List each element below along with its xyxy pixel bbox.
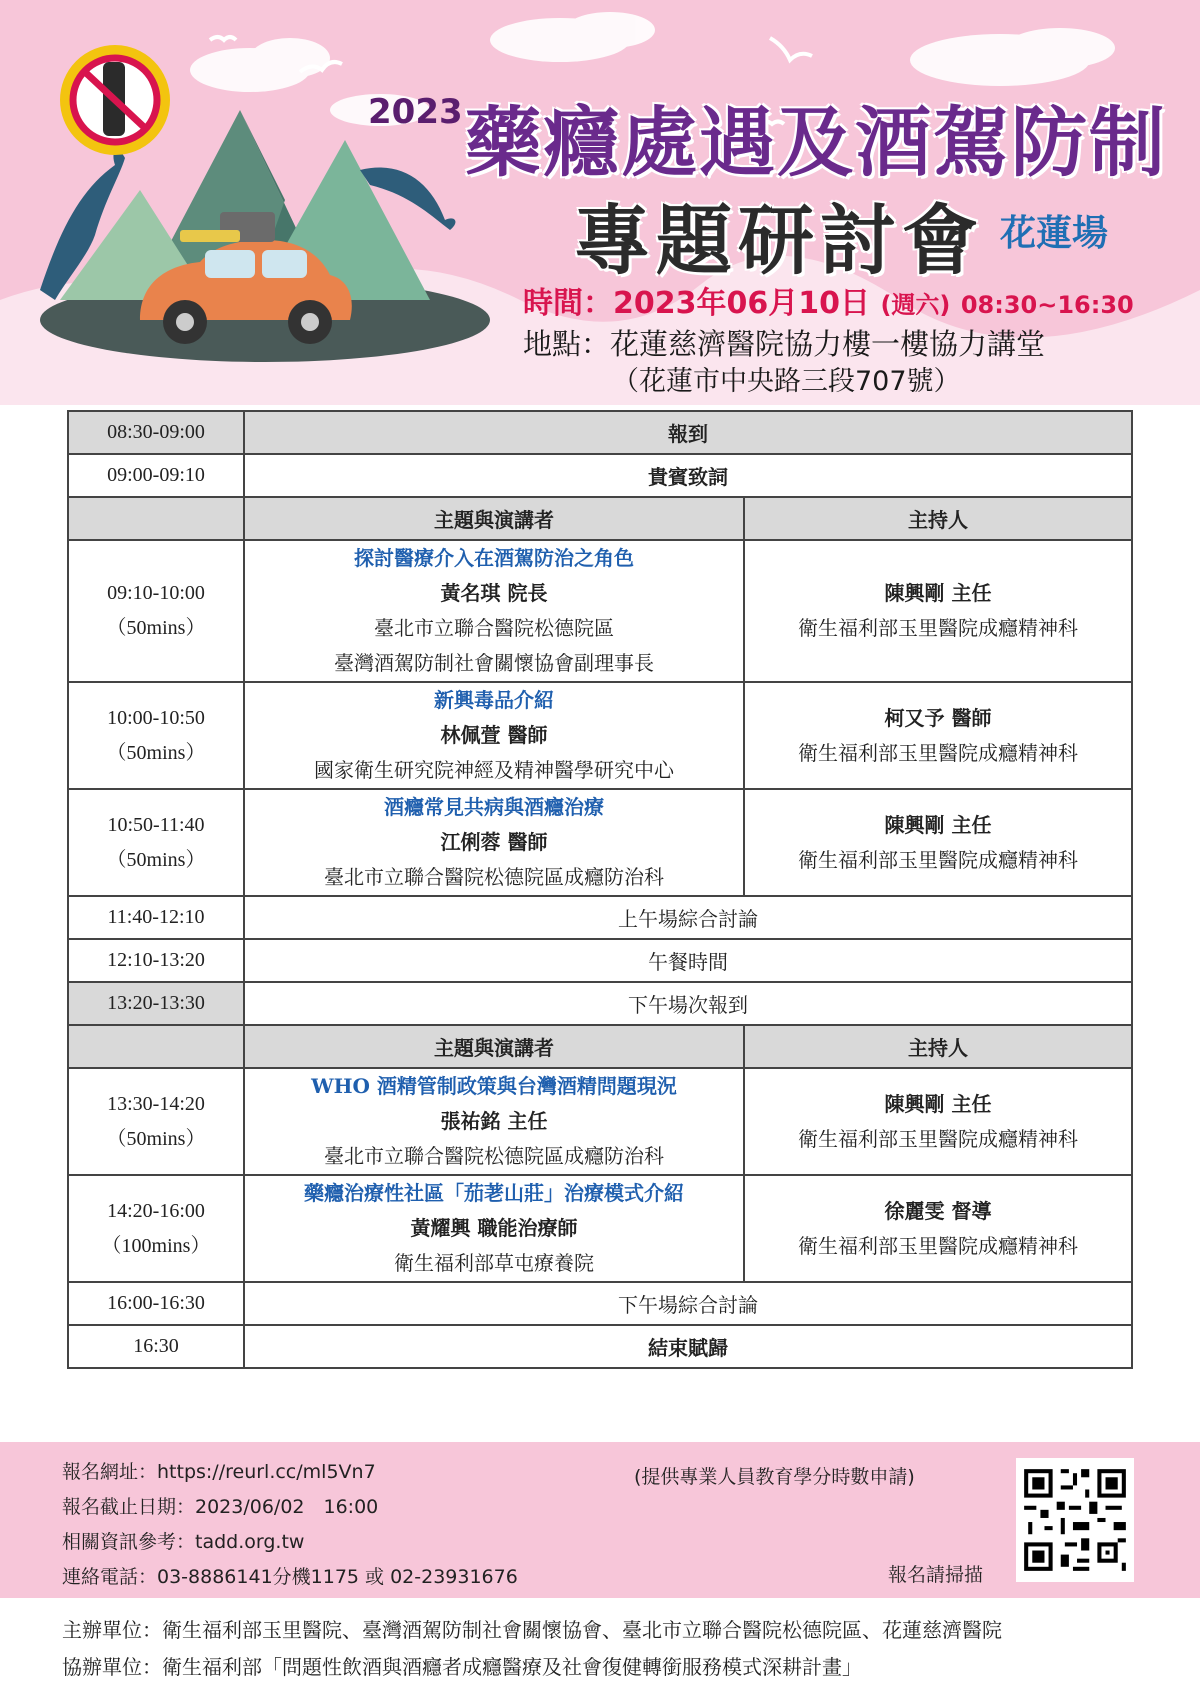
event-time-range: 08:30~16:30: [960, 291, 1134, 319]
session-speaker: 張祐銘 主任: [440, 1109, 548, 1133]
session-row: [68, 1175, 1132, 1282]
row-title: 下午場次報到: [244, 982, 1132, 1025]
session-topic-cell: [244, 789, 744, 896]
session-speaker: 林佩萱 醫師: [440, 723, 548, 747]
session-time: 10:00-10:50 （50mins）: [68, 682, 244, 789]
session-host-cell: [744, 789, 1132, 896]
column-header-host: 主持人: [744, 1025, 1132, 1068]
scan-label: 報名請掃描: [888, 1564, 984, 1586]
info-link[interactable]: 相關資訊參考：tadd.org.tw: [62, 1531, 305, 1553]
table-row: [68, 896, 1132, 939]
header-banner: [0, 0, 1200, 405]
table-row: [68, 1282, 1132, 1325]
row-time: 13:20-13:30: [68, 982, 244, 1025]
row-title: 結束賦歸: [244, 1325, 1132, 1368]
table-header-row: [68, 497, 1132, 540]
registration-deadline: 報名截止日期：2023/06/02 16:00: [62, 1496, 379, 1518]
venue-tag: 花蓮場: [1000, 213, 1109, 254]
session-topic-cell: [244, 540, 744, 682]
row-time: 09:00-09:10: [68, 454, 244, 497]
qr-code-graphic: [1016, 1458, 1134, 1582]
row-title: 午餐時間: [244, 939, 1132, 982]
session-host: 陳興剛 主任: [884, 1091, 992, 1116]
session-host-cell: [744, 682, 1132, 789]
schedule-table: [67, 410, 1133, 1369]
session-host-affiliation: 衛生福利部玉里醫院成癮精神科: [798, 1233, 1078, 1258]
row-time: 16:30: [68, 1325, 244, 1368]
event-year: 2023: [368, 92, 463, 132]
column-header-host: 主持人: [744, 497, 1132, 540]
column-header-topic: 主題與演講者: [244, 497, 744, 540]
session-topic: 藥癮治療性社區「茄荖山莊」治療模式介紹: [304, 1181, 684, 1205]
qr-code-icon[interactable]: [1016, 1458, 1134, 1582]
row-title: 下午場綜合討論: [244, 1282, 1132, 1325]
table-row: [68, 939, 1132, 982]
session-host: 陳興剛 主任: [884, 812, 992, 837]
session-time: 09:10-10:00 （50mins）: [68, 540, 244, 682]
session-time: 14:20-16:00 （100mins）: [68, 1175, 244, 1282]
session-topic: 酒癮常見共病與酒癮治療: [384, 795, 604, 819]
table-row: [68, 1325, 1132, 1368]
contact-phone: 連絡電話：03-8886141分機1175 或 02-23931676: [62, 1566, 518, 1588]
table-row: [68, 411, 1132, 454]
session-topic-cell: [244, 682, 744, 789]
session-host-cell: [744, 1068, 1132, 1175]
session-topic-cell: [244, 1068, 744, 1175]
session-affiliation: 臺北市立聯合醫院松德院區: [374, 616, 614, 640]
table-header-row: [68, 1025, 1132, 1068]
session-affiliation: 臺北市立聯合醫院松德院區成癮防治科: [324, 865, 664, 889]
session-affiliation: 臺北市立聯合醫院松德院區成癮防治科: [324, 1144, 664, 1168]
event-title-line1: 藥癮處遇及酒駕防制: [465, 98, 1167, 187]
session-topic-cell: [244, 1175, 744, 1282]
session-speaker: 江俐蓉 醫師: [440, 830, 548, 854]
row-time: 08:30-09:00: [68, 411, 244, 454]
session-affiliation: 國家衛生研究院神經及精神醫學研究中心: [314, 758, 674, 782]
session-host: 徐麗雯 督導: [884, 1198, 992, 1223]
event-place: 地點：花蓮慈濟醫院協力樓一樓協力講堂: [523, 327, 1046, 361]
session-row: [68, 540, 1132, 682]
session-speaker: 黃名琪 院長: [440, 581, 548, 605]
session-topic: 探討醫療介入在酒駕防治之角色: [354, 546, 634, 570]
session-host-affiliation: 衛生福利部玉里醫院成癮精神科: [798, 1126, 1078, 1151]
session-host-affiliation: 衛生福利部玉里醫院成癮精神科: [798, 740, 1078, 765]
row-title: 報到: [244, 411, 1132, 454]
no-drinking-sign-icon: [65, 50, 165, 150]
table-row: [68, 982, 1132, 1025]
event-title-line2: 專題研討會: [574, 196, 984, 285]
registration-url[interactable]: 報名網址：https://reurl.cc/ml5Vn7: [62, 1461, 376, 1483]
session-host-affiliation: 衛生福利部玉里醫院成癮精神科: [798, 847, 1078, 872]
session-time: 13:30-14:20 （50mins）: [68, 1068, 244, 1175]
row-time: 12:10-13:20: [68, 939, 244, 982]
row-time: 11:40-12:10: [68, 896, 244, 939]
session-topic: WHO 酒精管制政策與台灣酒精問題現況: [311, 1074, 677, 1098]
session-row: [68, 682, 1132, 789]
event-address: （花蓮市中央路三段707號）: [612, 366, 961, 397]
session-row: [68, 1068, 1132, 1175]
session-row: [68, 789, 1132, 896]
session-host: 陳興剛 主任: [884, 581, 992, 605]
event-time: [523, 278, 1134, 322]
session-host-affiliation: 衛生福利部玉里醫院成癮精神科: [798, 616, 1078, 640]
session-host-cell: [744, 1175, 1132, 1282]
session-time: 10:50-11:40 （50mins）: [68, 789, 244, 896]
table-row: [68, 454, 1132, 497]
event-weekday: (週六): [880, 291, 951, 319]
session-affiliation: 臺灣酒駕防制社會關懷協會副理事長: [334, 651, 654, 675]
row-time: 16:00-16:30: [68, 1282, 244, 1325]
session-host: 柯又予 醫師: [884, 705, 992, 730]
row-title: 上午場綜合討論: [244, 896, 1132, 939]
row-title: 貴賓致詞: [244, 454, 1132, 497]
session-topic: 新興毒品介紹: [434, 688, 554, 712]
session-affiliation: 衛生福利部草屯療養院: [394, 1251, 594, 1275]
session-speaker: 黃耀興 職能治療師: [410, 1216, 578, 1240]
organizer-host: 主辦單位：衛生福利部玉里醫院、臺灣酒駕防制社會關懷協會、臺北市立聯合醫院松德院區、花蓮慈濟醫院: [62, 1618, 1002, 1642]
event-date: 時間：2023年06月10日: [523, 286, 870, 321]
column-header-topic: 主題與演講者: [244, 1025, 744, 1068]
session-host-cell: [744, 540, 1132, 682]
organizer-co-host: 協辦單位：衛生福利部「問題性飲酒與酒癮者成癮醫療及社會復健轉銜服務模式深耕計畫」: [62, 1655, 862, 1679]
credit-note: (提供專業人員教育學分時數申請): [634, 1466, 915, 1488]
